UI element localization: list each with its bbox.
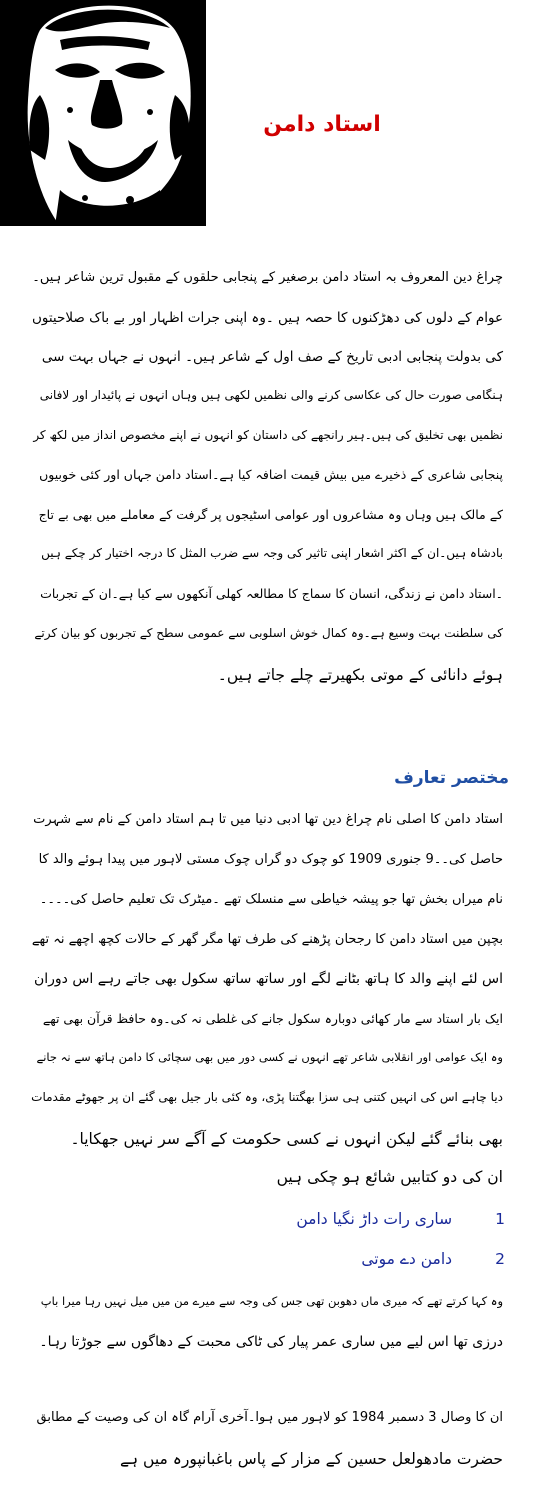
intro-line-1: چراغ دین المعروف بہ استاد دامن برصغیر کے پنجابی حلقوں کے مقبول ترین شاعر ہیں۔ xyxy=(32,270,503,285)
bio-line-3: نام میراں بخش تھا جو پیشہ خیاطی سے منسلک تھے ۔میٹرک تک تعلیم حاصل کی۔۔۔۔ xyxy=(39,892,503,907)
intro-line-7: کے مالک ہیں وہاں وہ مشاعروں اور عوامی اسٹیجوں پر گرفت کے معاملے میں بھی بے تاج xyxy=(38,507,503,522)
book-list-number: 2 xyxy=(495,1250,505,1268)
bio-line-4: بچپن میں استاد دامن کا رجحان پڑھنے کی طرف تھا مگر گھر کے حالات کچھ اچھے نہ تھے xyxy=(31,932,503,947)
book-list-title: ساری رات داڑ نگیا دامن xyxy=(296,1210,453,1228)
bio-line-7: وہ ایک عوامی اور انقلابی شاعر تھے انہوں نے کسی دور میں بھی سچائی کا دامن ہاتھ سے نہ جانے xyxy=(36,1050,503,1064)
portrait-photo xyxy=(0,0,206,226)
intro-line-5: نظمیں بھی تخلیق کی ہیں۔ہیر رانجھے کی داستان کو انہوں نے اپنے مخصوص انداز میں لکھ کر xyxy=(33,428,503,442)
bio-line-10: ان کی دو کتابیں شائع ہو چکی ہیں xyxy=(276,1168,503,1186)
bio-line-1: استاد دامن کا اصلی نام چراغ دین تھا ادبی دنیا میں تا ہم استاد دامن کے نام سے شہرت xyxy=(33,812,503,827)
intro-line-3: کی بدولت پنجابی ادبی تاریخ کے صف اول کے شاعر ہیں۔ انہوں نے جہاں بہت سی xyxy=(41,349,503,365)
portrait-illustration xyxy=(0,0,206,226)
book-list-item xyxy=(361,1250,505,1268)
book-list-title: دامن دے موتی xyxy=(361,1250,453,1268)
section-heading-brief-intro: مختصر تعارف xyxy=(394,768,509,788)
intro-line-8: بادشاہ ہیں۔ان کے اکثر اشعار اپنی تاثیر کی وجہ سے ضرب المثل کا درجہ اختیار کر چکے ہیں xyxy=(41,546,503,560)
intro-line-2: عوام کے دلوں کی دھڑکنوں کا حصہ ہیں ۔وہ اپنی جرات اظہار اور بے باک صلاحیتوں xyxy=(31,310,503,326)
page-title: استاد دامن xyxy=(263,112,381,137)
bio-line-5: اس لئے اپنے والد کا ہاتھ بٹانے لگے اور ساتھ ساتھ سکول بھی جاتے رہے اس دوران xyxy=(33,971,503,987)
intro-line-9: ۔استاد دامن نے زندگی، انسان کا سماج کا مطالعہ کھلی آنکھوں سے کیا ہے۔ان کے تجربات xyxy=(40,586,503,601)
bio-line-6: ایک بار استاد سے مار کھائی دوبارہ سکول جانے کی غلطی نہ کی۔وہ حافظ قرآن بھی تھے xyxy=(42,1011,503,1026)
bio-line-2: حاصل کی۔۔9 جنوری 1909 کو چوک دو گراں چوک مستی لاہور میں پیدا ہوئے والد کا xyxy=(38,852,503,867)
death-line-1: ان کا وصال 3 دسمبر 1984 کو لاہور میں ہوا۔آخری آرام گاہ ان کی وصیت کے مطابق xyxy=(36,1410,503,1425)
book-list-item xyxy=(296,1210,505,1228)
family-line-2: درزی تھا اس لیے میں ساری عمر پیار کی ٹاکی محبت کے دھاگوں سے جوڑتا رہا۔ xyxy=(39,1334,503,1350)
bio-line-9: بھی بنائے گئے لیکن انہوں نے کسی حکومت کے آگے سر نہیں جھکایا۔ xyxy=(70,1130,503,1148)
book-list-number: 1 xyxy=(495,1210,505,1228)
intro-line-11: ہوئے دانائی کے موتی بکھیرتے چلے جاتے ہیں۔ xyxy=(217,666,503,684)
family-line-1: وہ کہا کرتے تھے کہ میری ماں دھوبن تھی جس کی وجہ سے میرے من میں میل نہیں رہا میرا باپ xyxy=(40,1294,503,1308)
bio-line-8: دیا چاہے اس کی انہیں کتنی ہی سزا بھگتنا پڑی، وہ کئی بار جیل بھی گئے ان پر جھوٹے مقدمات xyxy=(31,1090,503,1104)
death-line-2: حضرت مادھولعل حسین کے مزار کے پاس باغبانپورہ میں ہے xyxy=(119,1450,503,1468)
intro-line-4: ہنگامی صورت حال کی عکاسی کرنے والی نظمیں لکھی ہیں وہاں انہوں نے پائیدار اور لافانی xyxy=(39,388,503,402)
intro-line-6: پنجابی شاعری کے ذخیرے میں بیش قیمت اضافہ کیا ہے۔استاد دامن جہاں اور کئی خوبیوں xyxy=(39,467,503,482)
intro-line-10: کی سلطنت بہت وسیع ہے۔وہ کمال خوش اسلوبی سے عمومی سطح کے تجربوں کو بیان کرتے xyxy=(34,626,503,640)
